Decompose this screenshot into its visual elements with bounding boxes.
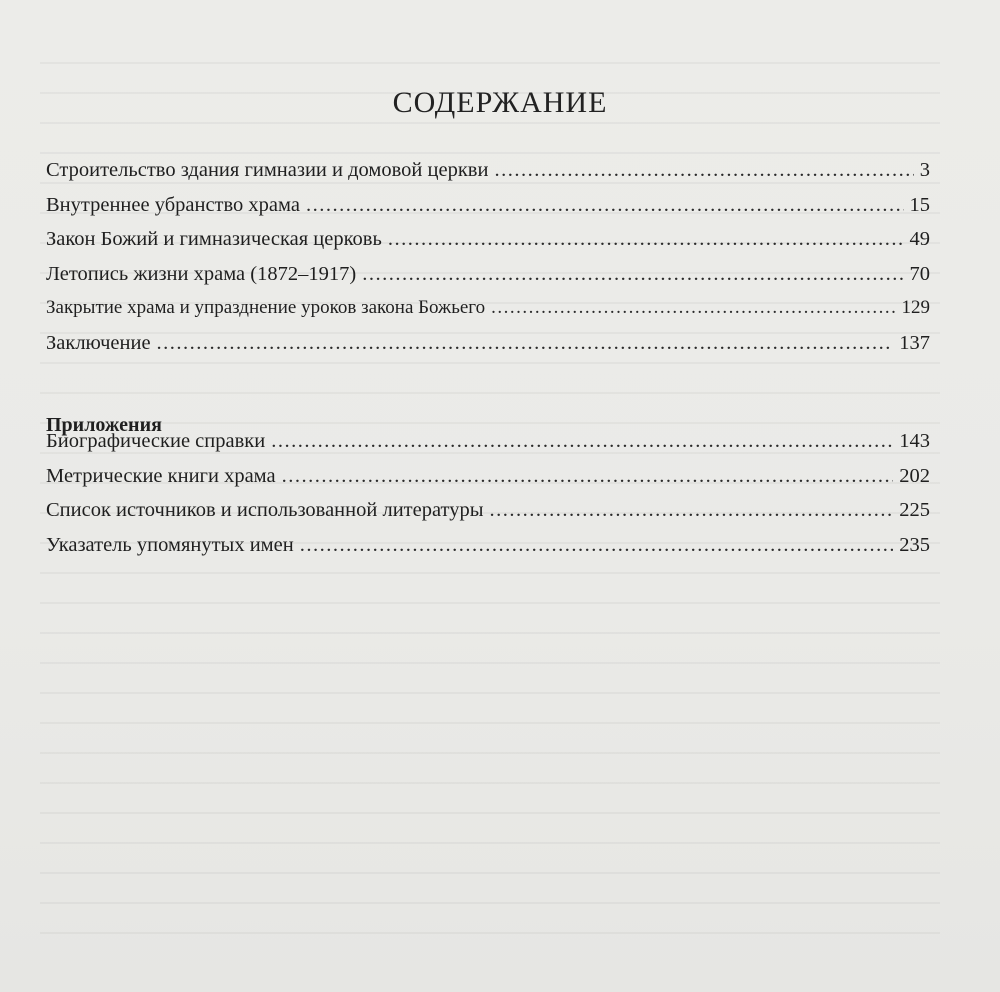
toc-entry xyxy=(46,424,930,459)
appendix-section xyxy=(46,414,930,562)
toc-entry-label: Закон Божий и гимназическая церковь xyxy=(46,228,382,250)
toc-entry-page: 49 xyxy=(909,228,930,250)
toc-entry-label: Биографические справки xyxy=(46,430,266,452)
toc-entry xyxy=(46,459,930,494)
page-title: СОДЕРЖАНИЕ xyxy=(392,86,608,119)
toc-leader-dots xyxy=(388,222,904,257)
appendix-heading: Приложения xyxy=(46,414,162,436)
toc-leader-dots xyxy=(300,528,894,563)
table-of-contents xyxy=(46,153,930,360)
toc-leader-dots xyxy=(306,188,904,223)
toc-entry xyxy=(46,528,930,563)
toc-entry-page: 225 xyxy=(899,499,930,521)
toc-entry-label: Список источников и использованной литературы xyxy=(46,499,484,521)
toc-entry xyxy=(46,153,930,188)
toc-entry xyxy=(46,326,930,361)
toc-entry xyxy=(46,188,930,223)
toc-entry-label: Метрические книги храма xyxy=(46,464,276,487)
toc-entry-page: 129 xyxy=(901,297,930,318)
toc-entry-page: 15 xyxy=(909,193,930,216)
toc-entry-label: Закрытие храма и упразднение уроков закона Божьего xyxy=(46,297,486,318)
toc-entry-page: 137 xyxy=(899,331,930,354)
toc-entry-page: 3 xyxy=(919,159,930,181)
toc-entry-page: 202 xyxy=(899,464,930,487)
toc-entry-label: Внутреннее убранство храма xyxy=(46,193,300,216)
toc-entry xyxy=(46,222,930,257)
toc-entry-page: 235 xyxy=(899,533,930,556)
toc-leader-dots xyxy=(282,459,894,494)
toc-entry-page: 143 xyxy=(899,430,930,452)
toc-entry xyxy=(46,493,930,528)
toc-entry xyxy=(46,257,930,292)
toc-leader-dots xyxy=(271,424,893,459)
toc-entry xyxy=(46,291,930,326)
toc-entry-label: Летопись жизни храма (1872–1917) xyxy=(46,262,357,285)
toc-entry-label: Строительство здания гимназии и домовой церкви xyxy=(46,159,489,181)
toc-leader-dots xyxy=(157,326,894,361)
toc-leader-dots xyxy=(362,257,903,292)
toc-leader-dots xyxy=(490,493,894,528)
toc-entry-label: Заключение xyxy=(46,331,151,354)
toc-leader-dots xyxy=(494,153,913,188)
toc-entry-page: 70 xyxy=(909,262,930,285)
toc-entry-label: Указатель упомянутых имен xyxy=(46,533,294,556)
toc-leader-dots xyxy=(491,291,895,326)
